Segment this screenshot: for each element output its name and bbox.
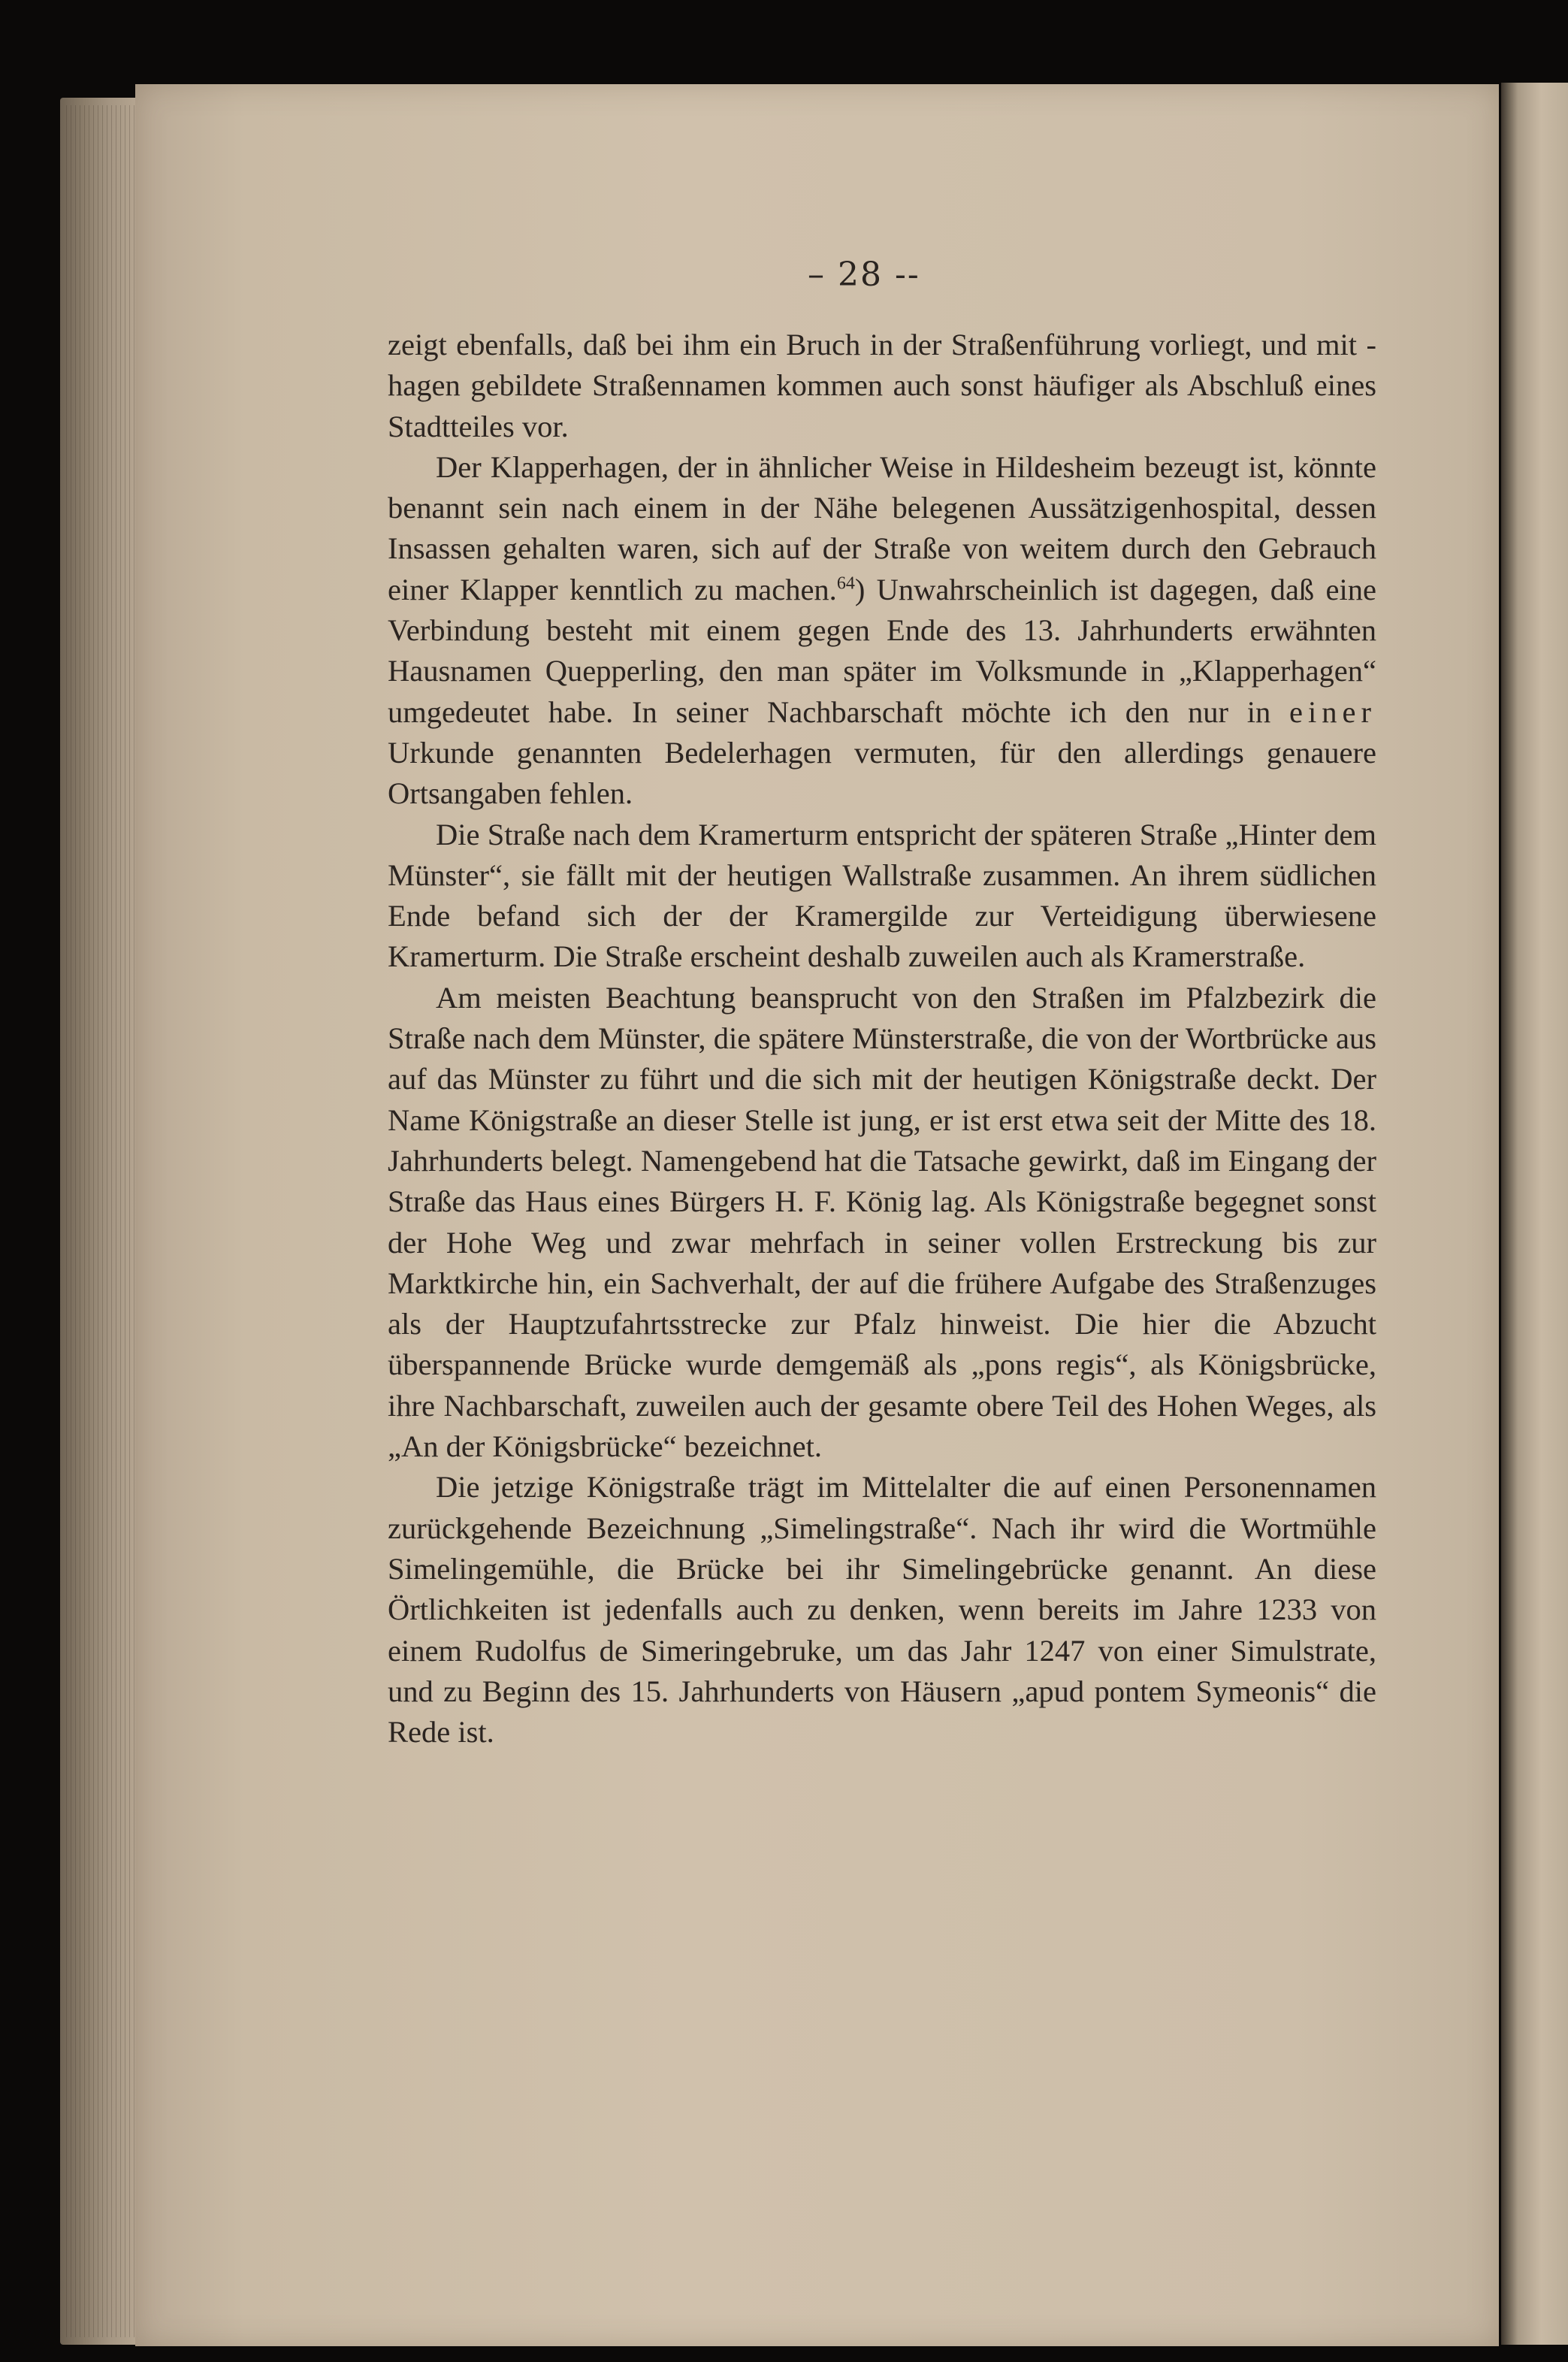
footnote-ref-64: 64 (836, 573, 855, 594)
paragraph-3 (388, 815, 1376, 978)
paragraph-5-text: Die jetzige Königstraße trägt im Mittelalter die auf einen Personennamen zurückgehende Bezeichnung „Simelingstraße“. Nach ihr wird die Wortmühle Simelingemühle, die Brücke bei ihr Simelingebrücke genannt. An diese Örtlichkeiten ist jedenfalls auch zu denken, wenn bereits im Jahre 1233 von einem Rudolfus de Simeringebruke, um das Jahr 1247 von einer Simulstrate, und zu Beginn des 15. Jahrhunderts von Häusern „apud pontem Symeonis“ die Rede ist. (388, 1470, 1376, 1750)
paragraph-2-text-c: Urkunde genannten Bedelerhagen vermuten, für den allerdings genauere Ortsangaben fehlen. (388, 735, 1376, 811)
paragraph-2-text-a: Der Klapperhagen, der in ähnlicher Weise in Hildesheim bezeugt ist, könnte benannt sein nach einem in der Nähe belegenen Aussätzigenhospital, dessen Insassen gehalten waren, sich auf der Straße von weitem durch den Gebrauch einer Klapper kenntlich zu machen. (388, 449, 1376, 606)
next-page-edge (1501, 83, 1568, 2345)
paragraph-4-text: Am meisten Beachtung beansprucht von den Straßen im Pfalzbezirk die Straße nach dem Münster, die spätere Münsterstraße, die von der Wortbrücke aus auf das Münster zu führt und die sich mit der heutigen Königstraße deckt. Der Name Königstraße an dieser Stelle ist jung, er ist erst etwa seit der Mitte des 18. Jahrhunderts belegt. Namengebend hat die Tatsache gewirkt, daß im Eingang der Straße das Haus eines Bürgers H. F. König lag. Als Königstraße begegnet sonst der Hohe Weg und zwar mehrfach in seiner vollen Erstreckung bis zur Marktkirche hin, ein Sachverhalt, der auf die frühere Aufgabe des Straßenzuges als der Hauptzufahrtsstrecke zur Pfalz hinweist. Die hier die Abzucht überspannende Brücke wurde demgemäß als „pons regis“, als Königsbrücke, ihre Nachbarschaft, zuweilen auch der gesamte obere Teil des Hohen Weges, als „An der Königsbrücke“ bezeichnet. (388, 980, 1376, 1464)
page-number: – 28 -- (808, 256, 920, 294)
paragraph-2 (388, 447, 1376, 815)
spaced-emphasis: einer (1289, 694, 1376, 729)
body-text (388, 325, 1376, 1753)
paragraph-1-text: zeigt ebenfalls, daß bei ihm ein Bruch in der Straßenführung vorliegt, und mit -hagen gebildete Straßennamen kommen auch sonst häufiger als Abschluß eines Stadtteiles vor. (388, 328, 1376, 443)
paragraph-4 (388, 978, 1376, 1468)
page-stack-lines (66, 105, 141, 2337)
paragraph-3-text: Die Straße nach dem Kramerturm entspricht der späteren Straße „Hinter dem Münster“, sie fällt mit der heutigen Wallstraße zusammen. An ihrem südlichen Ende befand sich der der Kramergilde zur Verteidigung überwiesene Kramerturm. Die Straße erscheint deshalb zuweilen auch als Kramerstraße. (388, 817, 1376, 974)
paragraph-5 (388, 1467, 1376, 1753)
paragraph-2-text-b: ) Unwahrscheinlich ist dagegen, daß eine Verbindung besteht mit einem gegen Ende des 13. Jahrhunderts erwähnten Hausnamen Quepperling, den man später im Volksmunde in „Klapperhagen“ umgedeutet habe. In seiner Nachbarschaft möchte ich den nur in (388, 572, 1376, 729)
paragraph-1 (388, 325, 1376, 447)
